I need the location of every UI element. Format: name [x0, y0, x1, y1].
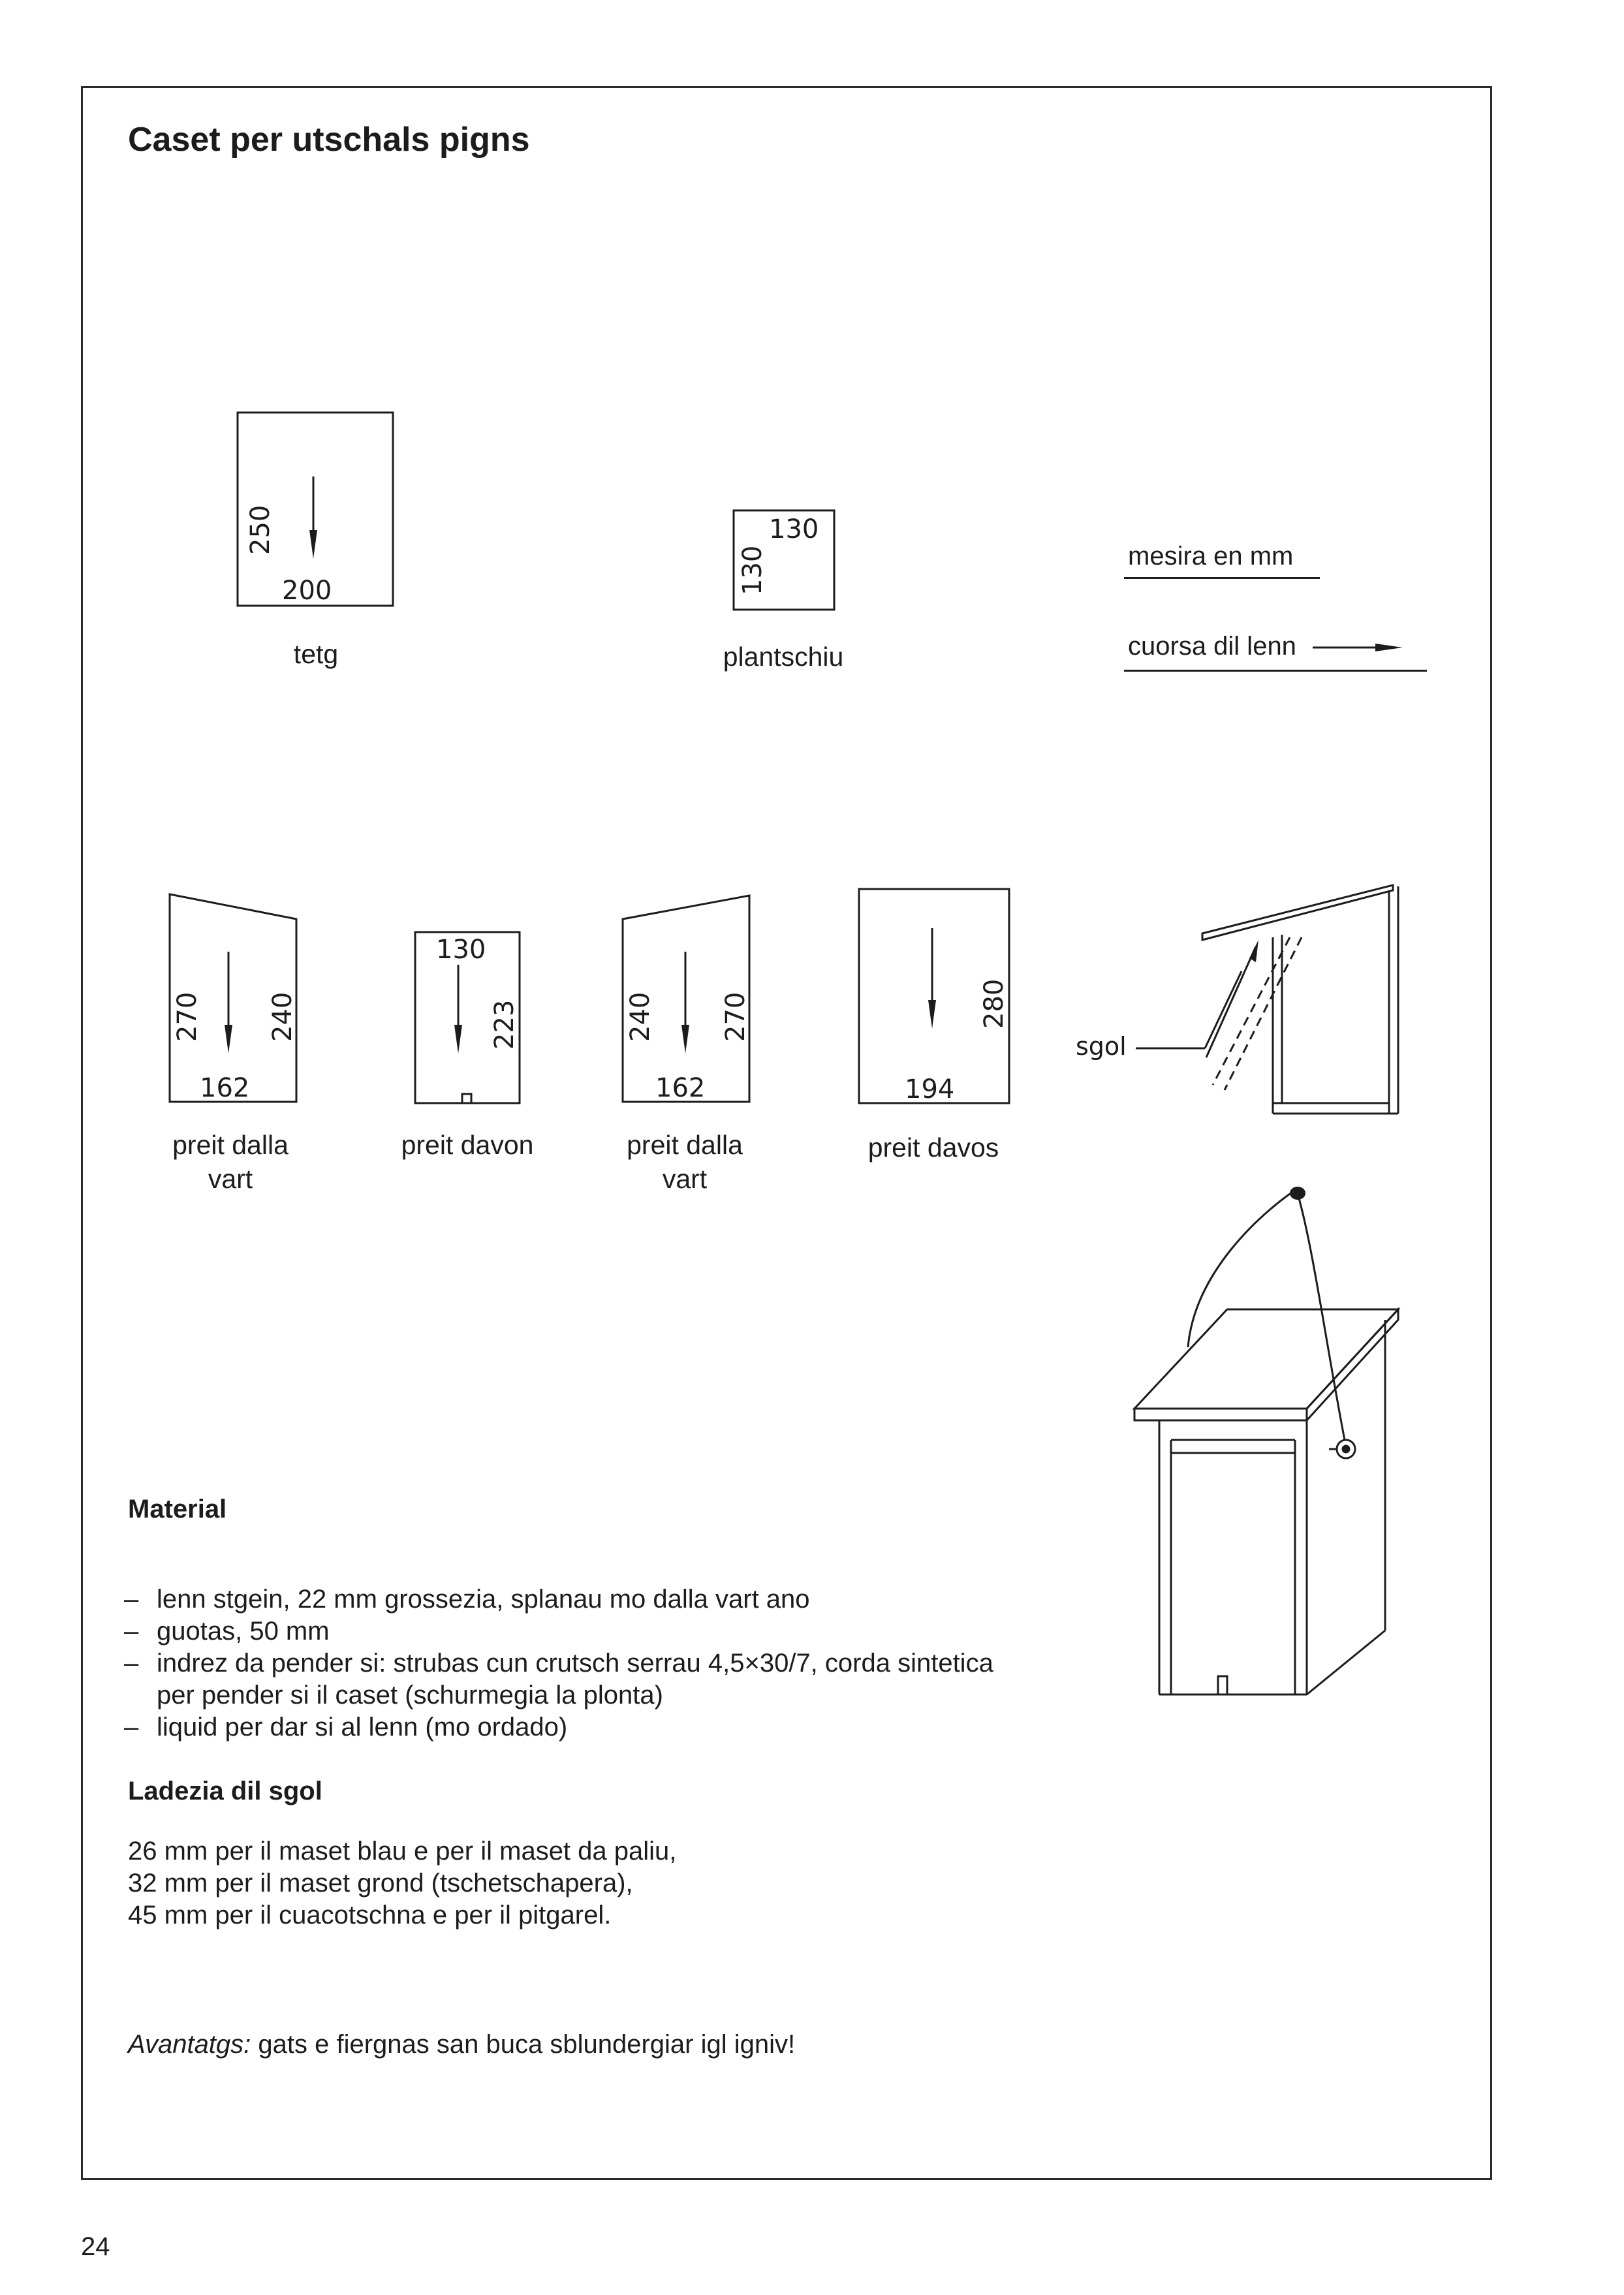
roof-panel-diagram	[238, 413, 393, 606]
legend-measure-underline	[1124, 577, 1320, 579]
material-item: – guotas, 50 mm	[124, 1616, 1025, 1647]
caption-side-wall-right: preit dalla vart	[627, 1130, 743, 1194]
caption-back-wall: preit davos	[867, 1132, 999, 1163]
back-width-dimension: 194	[905, 1074, 955, 1104]
hole-size-line: 32 mm per il maset grond (tschetschapera),	[128, 1869, 633, 1897]
material-item: – indrez da pender si: strubas cun crutsch serrau 4,5×30/7, corda sintetica per pender si il caset (schurmegia la plonta)	[124, 1647, 1025, 1711]
caption-side-wall-left: preit dalla vart	[172, 1130, 289, 1194]
material-heading: Material	[128, 1495, 227, 1523]
back-wall-diagram	[859, 889, 1009, 1104]
front-wall-diagram	[415, 932, 520, 1103]
advantage-text: gats e fiergnas san buca sblundergiar igl igniv!	[251, 2030, 796, 2059]
side-left-height-left: 270	[172, 991, 202, 1042]
legend-grain-underline	[1124, 670, 1427, 672]
hole-size-heading: Ladezia dil sgol	[128, 1777, 322, 1805]
side-right-height-right: 270	[721, 991, 751, 1042]
side-right-base: 162	[655, 1073, 706, 1103]
material-list	[124, 1584, 1025, 1743]
birdhouse-perspective-drawing	[1134, 1187, 1398, 1694]
hole-label: sgol	[1076, 1032, 1127, 1061]
advantage-note	[128, 2030, 795, 2059]
cross-section-diagram	[1076, 885, 1398, 1114]
page-title: Caset per utschals pigns	[128, 121, 530, 159]
side-left-height-right: 240	[268, 991, 298, 1042]
front-width-dimension: 130	[436, 935, 486, 965]
legend-grain-label: cuorsa dil lenn	[1128, 632, 1296, 661]
grain-arrow-icon	[1313, 641, 1411, 654]
front-height-dimension: 223	[490, 999, 520, 1050]
material-item: – lenn stgein, 22 mm grossezia, splanau mo dalla vart ano	[124, 1584, 1025, 1616]
back-height-dimension: 280	[979, 978, 1009, 1029]
caption-floor: plantschiu	[723, 642, 844, 672]
legend-measure: mesira en mm	[1128, 542, 1294, 570]
floor-panel-diagram	[734, 510, 834, 610]
advantage-label: Avantatgs:	[128, 2030, 251, 2059]
hole-size-line: 45 mm per il cuacotschna e per il pitgarel.	[128, 1901, 612, 1929]
caption-roof: tetg	[293, 639, 339, 669]
floor-width-dimension: 130	[769, 514, 819, 544]
page-number: 24	[81, 2232, 110, 2261]
side-wall-left-diagram	[170, 894, 298, 1103]
material-item: – liquid per dar si al lenn (mo ordado)	[124, 1711, 1025, 1743]
floor-height-dimension: 130	[738, 545, 768, 595]
roof-width-dimension: 200	[282, 576, 332, 606]
side-right-height-left: 240	[625, 991, 655, 1042]
caption-front-wall: preit davon	[401, 1130, 534, 1160]
side-wall-right-diagram	[623, 896, 751, 1103]
roof-height-dimension: 250	[245, 505, 275, 555]
hole-size-line: 26 mm per il maset blau e per il maset da paliu,	[128, 1837, 677, 1866]
side-left-base: 162	[200, 1073, 250, 1103]
legend-grain	[1128, 632, 1411, 661]
